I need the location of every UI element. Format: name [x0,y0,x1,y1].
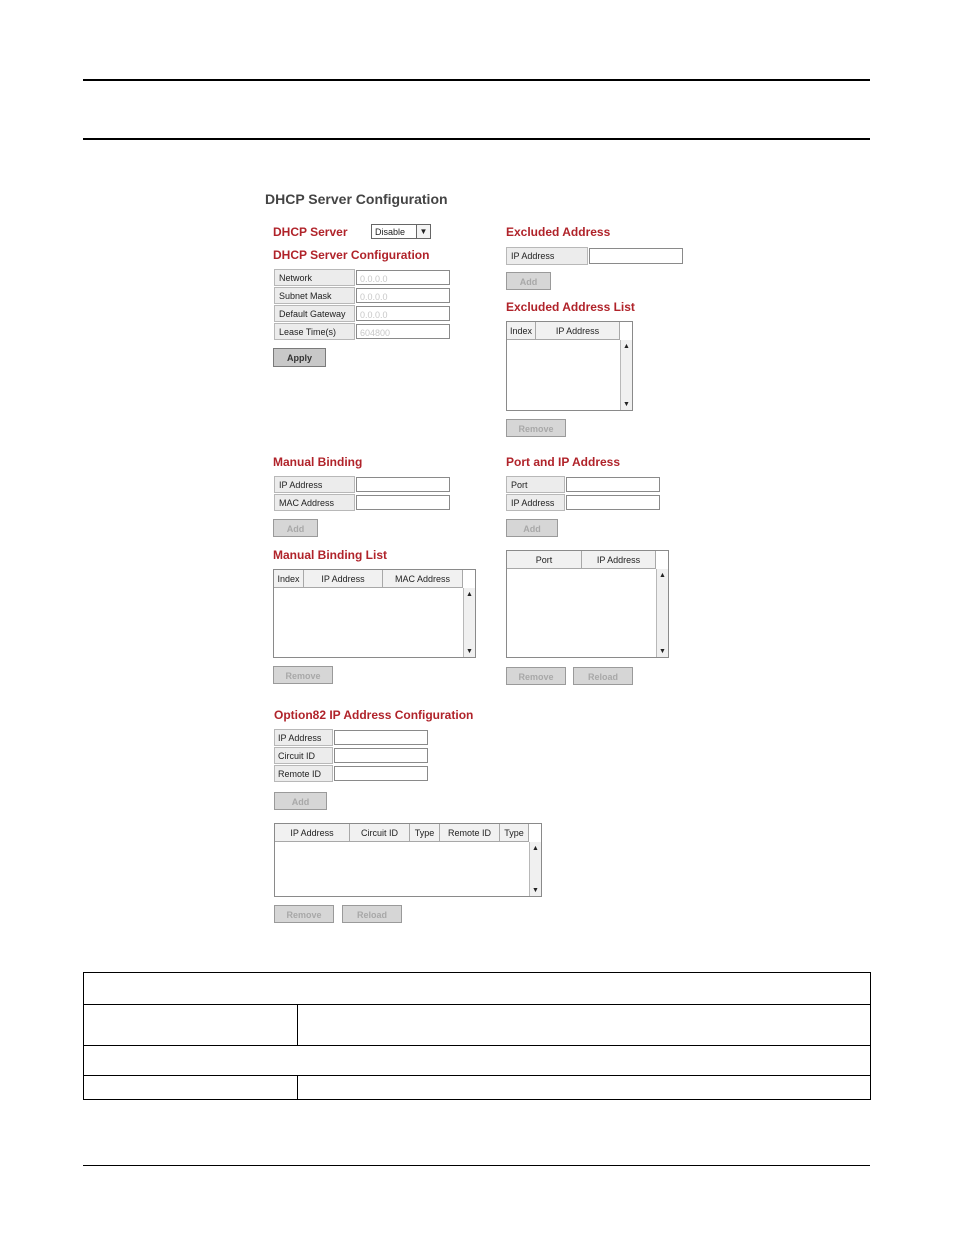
manual-col-ip: IP Address [304,570,383,588]
apply-button[interactable]: Apply [273,348,326,367]
manual-ip-input[interactable] [356,477,450,492]
scroll-up-icon[interactable]: ▲ [659,572,666,579]
excluded-list-heading: Excluded Address List [506,300,635,314]
default-gateway-label: Default Gateway [274,305,355,322]
page-title: DHCP Server Configuration [265,191,448,207]
option82-col-type: Type [410,824,440,842]
default-gateway-input[interactable] [356,306,450,321]
option82-col-type-2: Type [500,824,529,842]
port-ip-add-button[interactable]: Add [506,519,558,537]
port-ip-input[interactable] [566,495,660,510]
scroll-down-icon[interactable]: ▼ [466,648,473,655]
dhcp-server-select[interactable] [371,224,431,239]
option82-heading: Option82 IP Address Configuration [274,708,474,722]
port-input[interactable] [566,477,660,492]
scroll-up-icon[interactable]: ▲ [623,343,630,350]
option82-circuit-label: Circuit ID [274,747,333,764]
port-ip-reload-button[interactable]: Reload [573,667,633,685]
scroll-down-icon[interactable]: ▼ [659,648,666,655]
manual-binding-list[interactable] [273,569,476,658]
subnet-mask-input[interactable] [356,288,450,303]
manual-binding-list-heading: Manual Binding List [273,548,387,562]
manual-col-index: Index [274,570,304,588]
network-label: Network [274,269,355,286]
manual-ip-label: IP Address [274,476,355,493]
option82-col-remote: Remote ID [440,824,500,842]
option82-scrollbar[interactable] [529,842,541,896]
excluded-ip-input[interactable] [589,248,683,264]
option82-remote-label: Remote ID [274,765,333,782]
manual-mac-label: MAC Address [274,494,355,511]
option82-list[interactable] [274,823,542,897]
excluded-col-ip: IP Address [536,322,620,340]
manual-binding-heading: Manual Binding [273,455,363,469]
dhcp-server-label: DHCP Server [273,225,348,239]
top-rule [83,79,870,81]
excluded-add-button[interactable]: Add [506,272,551,290]
scroll-up-icon[interactable]: ▲ [466,591,473,598]
port-ip-list[interactable] [506,550,669,658]
port-ip-label: IP Address [506,494,565,511]
port-ip-heading: Port and IP Address [506,455,621,469]
table-row [84,1005,870,1046]
network-input[interactable] [356,270,450,285]
table-row [84,973,870,1005]
option82-remove-button[interactable]: Remove [274,905,334,923]
dhcp-server-select-value: Disable [375,227,406,237]
scroll-down-icon[interactable]: ▼ [532,887,539,894]
table-row [84,1076,870,1099]
manual-add-button[interactable]: Add [273,519,318,537]
manual-scrollbar[interactable] [463,588,475,657]
table-row [84,1046,870,1076]
port-col-ip: IP Address [582,551,656,569]
manual-remove-button[interactable]: Remove [273,666,333,684]
lease-time-label: Lease Time(s) [274,323,355,340]
table-cell [84,1005,298,1045]
option82-ip-input[interactable] [334,730,428,745]
excluded-ip-label: IP Address [506,247,588,265]
port-ip-remove-button[interactable]: Remove [506,667,566,685]
option82-col-ip: IP Address [275,824,350,842]
excluded-address-heading: Excluded Address [506,225,611,239]
option82-add-button[interactable]: Add [274,792,327,810]
header-rule [83,138,870,140]
dhcp-server-config-heading: DHCP Server Configuration [273,248,430,262]
port-col-port: Port [507,551,582,569]
manual-col-mac: MAC Address [383,570,463,588]
excluded-scrollbar[interactable] [620,340,632,410]
option82-reload-button[interactable]: Reload [342,905,402,923]
manual-mac-input[interactable] [356,495,450,510]
option82-remote-input[interactable] [334,766,428,781]
port-ip-scrollbar[interactable] [656,569,668,657]
option82-circuit-input[interactable] [334,748,428,763]
footer-rule [83,1165,870,1166]
option82-col-circuit: Circuit ID [350,824,410,842]
excluded-address-list[interactable] [506,321,633,411]
scroll-up-icon[interactable]: ▲ [532,845,539,852]
excluded-col-index: Index [507,322,536,340]
lease-time-input[interactable] [356,324,450,339]
excluded-remove-button[interactable]: Remove [506,419,566,437]
description-table [83,972,871,1100]
option82-ip-label: IP Address [274,729,333,746]
table-cell [84,1076,298,1099]
subnet-mask-label: Subnet Mask [274,287,355,304]
chevron-down-icon: ▼ [416,225,430,238]
port-label: Port [506,476,565,493]
scroll-down-icon[interactable]: ▼ [623,401,630,408]
